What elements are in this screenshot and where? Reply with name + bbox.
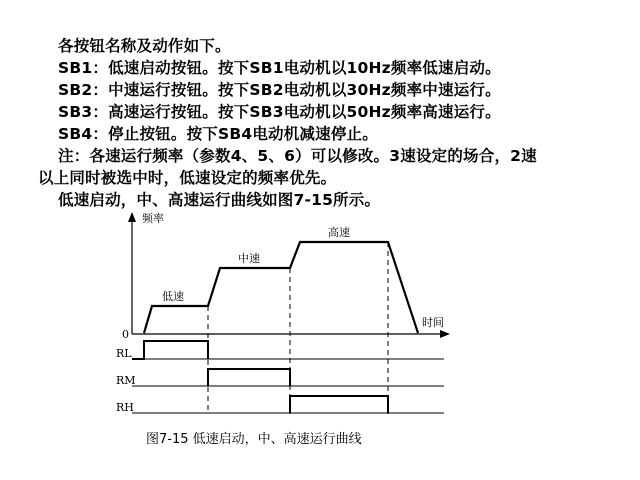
- rl-pulse: [132, 341, 208, 359]
- sb2-line: SB2：中速运行按钮。按下SB2电动机以30Hz频率中速运行。: [58, 81, 501, 99]
- y-axis-arrow: [128, 212, 136, 222]
- origin-label: 0: [122, 328, 129, 341]
- frequency-curve: [144, 242, 418, 333]
- signal-label-rl: RL: [116, 347, 132, 360]
- axes: [128, 212, 450, 338]
- signal-rows: [132, 341, 444, 413]
- signal-label-rm: RM: [116, 374, 136, 387]
- x-axis-arrow: [440, 330, 450, 338]
- rm-pulse: [208, 369, 290, 386]
- intro-line: 各按钮名称及动作如下。: [58, 37, 231, 55]
- segment-label-low: 低速: [162, 290, 184, 303]
- sb3-line: SB3：高速运行按钮。按下SB3电动机以50Hz频率高速运行。: [58, 103, 501, 121]
- sb4-line: SB4：停止按钮。按下SB4电动机减速停止。: [58, 125, 378, 143]
- signal-label-rh: RH: [116, 401, 134, 414]
- note-line-1: 注：各速运行频率（参数4、5、6）可以修改。3速设定的场合，2速: [58, 147, 537, 165]
- sb1-line: SB1：低速启动按钮。按下SB1电动机以10Hz频率低速启动。: [58, 59, 501, 77]
- rh-pulse: [290, 396, 388, 413]
- x-axis-label: 时间: [422, 316, 444, 329]
- segment-label-mid: 中速: [238, 252, 260, 265]
- figure-caption: 图7-15 低速启动，中、高速运行曲线: [146, 432, 362, 447]
- y-axis-label: 频率: [142, 212, 164, 225]
- segment-label-high: 高速: [328, 226, 350, 239]
- note-line-2: 以上同时被选中时，低速设定的频率优先。: [38, 169, 337, 187]
- figure-reference-line: 低速启动，中、高速运行曲线如图7-15所示。: [58, 191, 381, 209]
